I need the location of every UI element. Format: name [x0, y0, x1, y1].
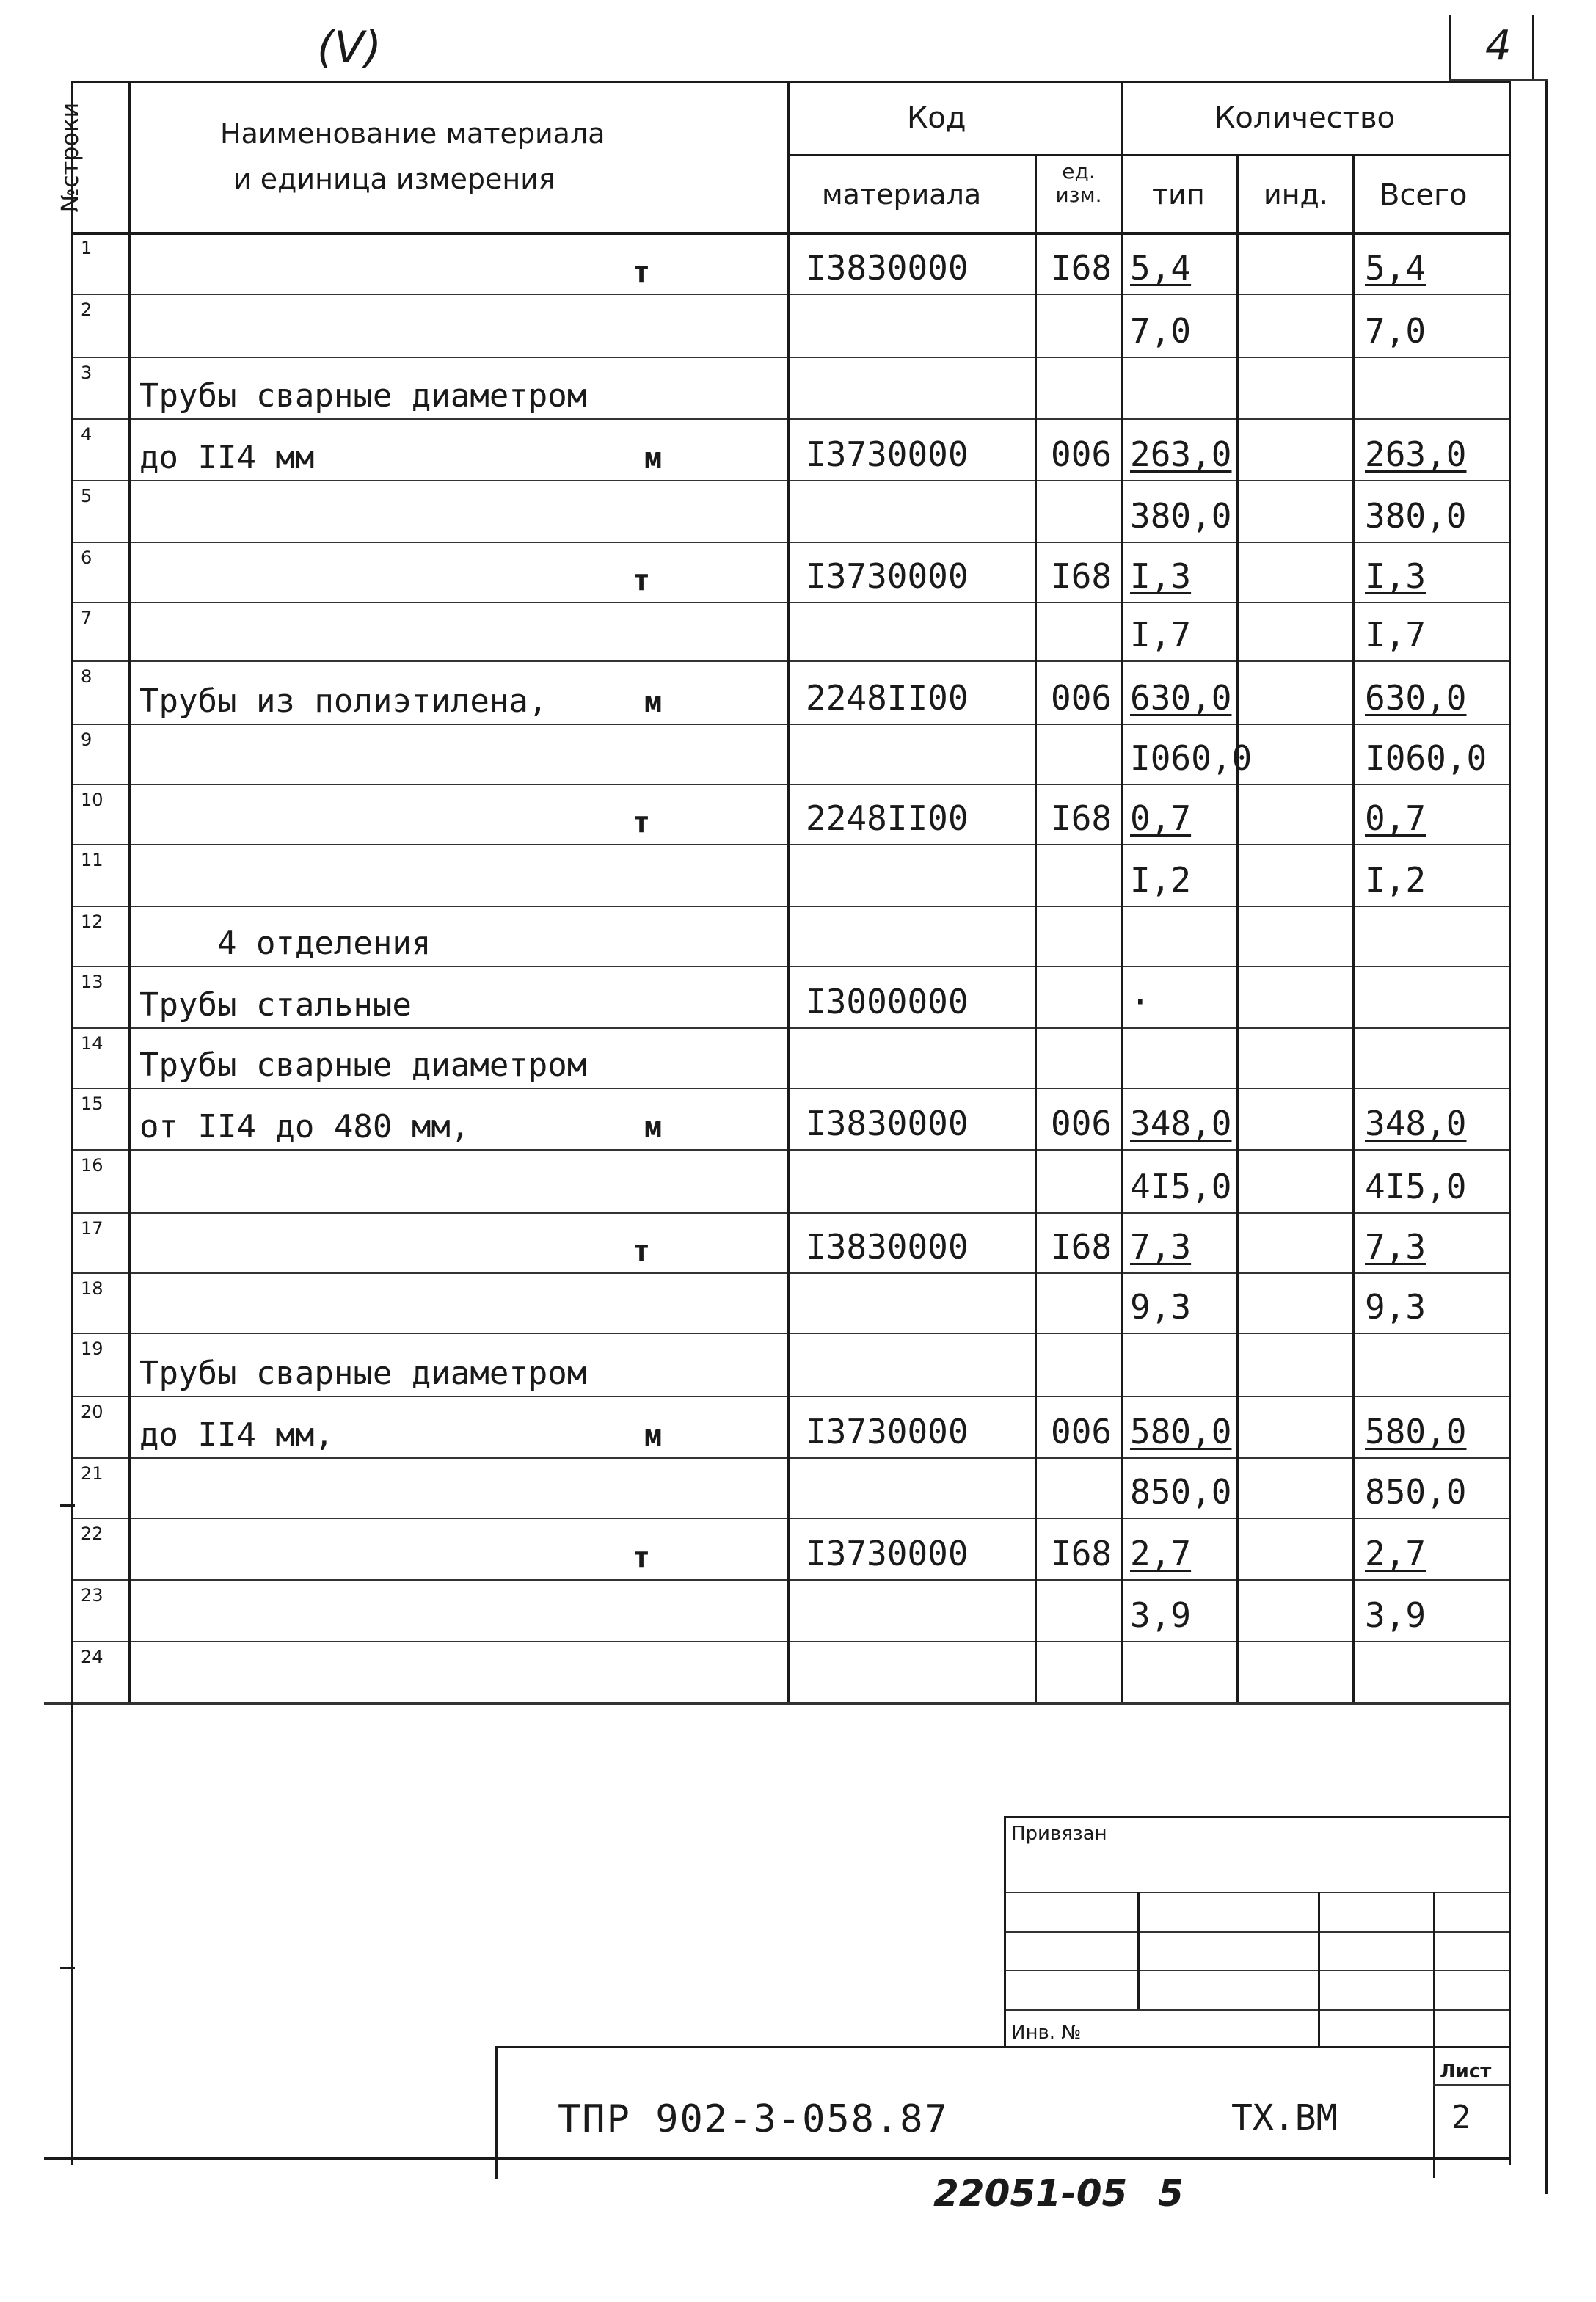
grid-line: [71, 1088, 1509, 1089]
row-qty-type: 7,0: [1130, 311, 1192, 351]
top-mark: (V): [317, 22, 382, 73]
grid-line: [71, 1027, 1509, 1029]
grid-line: [71, 1518, 1509, 1519]
grid-line: [71, 81, 1509, 83]
grid-line: [1509, 81, 1511, 2165]
row-qty-total: 263,0: [1365, 434, 1467, 474]
row-unit-code: 006: [1051, 434, 1112, 474]
row-name: Трубы сварные диаметром: [139, 1046, 587, 1084]
grid-line: [1433, 1892, 1435, 2178]
row-number: 12: [81, 911, 103, 932]
grid-line: [71, 660, 1509, 662]
row-code: I3000000: [806, 982, 969, 1021]
row-number: 17: [81, 1218, 103, 1239]
row-qty-total: 3,9: [1365, 1595, 1426, 1635]
row-unit: т: [633, 1234, 651, 1268]
stamp-doc-mark: ТХ.ВМ: [1231, 2097, 1338, 2138]
row-name: до II4 мм,: [139, 1416, 334, 1454]
row-qty-total: 850,0: [1365, 1472, 1467, 1512]
grid-line: [71, 1641, 1509, 1642]
row-name: 4 отделения: [139, 925, 431, 962]
archive-number-suffix: 5: [1158, 2172, 1184, 2215]
stamp-sheet-label: Лист: [1440, 2061, 1492, 2083]
grid-line: [44, 1702, 1509, 1705]
row-number: 20: [81, 1402, 103, 1422]
row-qty-total: 380,0: [1365, 496, 1467, 536]
row-code: I3730000: [806, 1534, 969, 1573]
row-code: I3730000: [806, 556, 969, 596]
grid-line: [71, 542, 1509, 543]
row-code: I3830000: [806, 1104, 969, 1143]
grid-line: [71, 844, 1509, 845]
grid-line: [1004, 1816, 1509, 1818]
grid-line: [60, 1967, 75, 1969]
row-number: 15: [81, 1093, 103, 1114]
header-name-line2: и единица измерения: [233, 163, 555, 195]
row-name: Трубы сварные диаметром: [139, 1355, 587, 1392]
row-unit-code: 006: [1051, 678, 1112, 718]
row-code: I3730000: [806, 434, 969, 474]
row-number: 3: [81, 363, 92, 383]
row-qty-type: 2,7: [1130, 1534, 1192, 1573]
grid-line: [71, 1457, 1509, 1459]
row-qty-total: I060,0: [1365, 738, 1487, 778]
row-qty-type: 263,0: [1130, 434, 1232, 474]
row-number: 7: [81, 608, 92, 628]
row-number: 4: [81, 424, 92, 445]
row-qty-total: 580,0: [1365, 1412, 1467, 1452]
grid-line: [1121, 81, 1123, 1702]
frame-line: [1545, 81, 1548, 2194]
row-unit: м: [644, 1111, 663, 1145]
header-qty-group: Количество: [1214, 101, 1396, 135]
row-qty-total: I,7: [1365, 615, 1426, 655]
row-qty-total: 7,3: [1365, 1227, 1426, 1267]
row-number: 8: [81, 666, 92, 687]
row-qty-type: I,2: [1130, 860, 1192, 900]
grid-line: [71, 1149, 1509, 1151]
row-number: 23: [81, 1585, 103, 1606]
grid-line: [44, 2157, 1509, 2160]
row-number: 5: [81, 486, 92, 506]
header-code-material: материала: [822, 178, 982, 211]
grid-line: [1352, 154, 1355, 1702]
row-qty-total: 348,0: [1365, 1104, 1467, 1143]
row-qty-type: 630,0: [1130, 678, 1232, 718]
header-code-unit: ед. изм.: [1055, 159, 1102, 207]
grid-line: [71, 418, 1509, 420]
grid-line: [71, 294, 1509, 295]
row-unit: м: [644, 685, 663, 719]
row-number: 16: [81, 1155, 103, 1176]
grid-line: [71, 724, 1509, 725]
stamp-sheet-value: 2: [1451, 2099, 1471, 2136]
grid-line: [71, 1212, 1509, 1214]
row-unit: м: [644, 442, 663, 476]
row-qty-type: 4I5,0: [1130, 1167, 1232, 1206]
row-qty-type: 380,0: [1130, 496, 1232, 536]
stamp-bound-label: Привязан: [1011, 1823, 1107, 1845]
row-qty-type: I,7: [1130, 615, 1192, 655]
frame-line: [1449, 15, 1451, 81]
row-number: 14: [81, 1033, 103, 1054]
grid-line: [71, 1579, 1509, 1581]
row-qty-total: 2,7: [1365, 1534, 1426, 1573]
grid-line: [1004, 1816, 1006, 2047]
grid-line: [495, 2046, 1509, 2048]
header-row-no: №строки: [56, 102, 84, 213]
row-qty-total: I,3: [1365, 556, 1426, 596]
header-code-group: Код: [907, 101, 966, 135]
row-number: 21: [81, 1463, 103, 1484]
row-unit: м: [644, 1419, 663, 1453]
row-qty-total: 0,7: [1365, 798, 1426, 838]
row-code: I3830000: [806, 1227, 969, 1267]
row-code: 2248II00: [806, 678, 969, 718]
row-number: 18: [81, 1278, 103, 1299]
grid-line: [71, 232, 1509, 235]
row-qty-total: 9,3: [1365, 1287, 1426, 1327]
grid-line: [1137, 1892, 1140, 2009]
row-unit-code: I68: [1051, 248, 1112, 288]
row-unit: т: [633, 806, 651, 839]
archive-number: 22051-05: [933, 2172, 1128, 2215]
row-number: 24: [81, 1647, 103, 1667]
row-unit-code: I68: [1051, 1227, 1112, 1267]
row-qty-type: 580,0: [1130, 1412, 1232, 1452]
row-unit-code: 006: [1051, 1104, 1112, 1143]
row-unit: т: [633, 255, 651, 289]
header-qty-type: тип: [1152, 178, 1205, 211]
row-name: Трубы сварные диаметром: [139, 377, 587, 415]
row-qty-type: 9,3: [1130, 1287, 1192, 1327]
row-number: 13: [81, 972, 103, 992]
row-qty-type: 3,9: [1130, 1595, 1192, 1635]
grid-line: [787, 81, 790, 1702]
row-number: 19: [81, 1338, 103, 1359]
row-unit: т: [633, 564, 651, 597]
row-name: до II4 мм: [139, 439, 315, 476]
grid-line: [71, 1272, 1509, 1274]
row-qty-type: 348,0: [1130, 1104, 1232, 1143]
grid-line: [71, 357, 1509, 358]
header-name-line1: Наименование материала: [220, 117, 605, 150]
grid-line: [1433, 2084, 1509, 2086]
row-unit-code: I68: [1051, 798, 1112, 838]
row-qty-total: I,2: [1365, 860, 1426, 900]
row-qty-total: 7,0: [1365, 311, 1426, 351]
row-number: 9: [81, 729, 92, 750]
row-code: I3730000: [806, 1412, 969, 1452]
grid-line: [1236, 154, 1239, 1702]
grid-line: [71, 1333, 1509, 1334]
row-qty-total: 4I5,0: [1365, 1167, 1467, 1206]
row-name: от II4 до 480 мм,: [139, 1108, 470, 1145]
frame-line: [1532, 15, 1534, 81]
row-name: Трубы из полиэтилена,: [139, 682, 548, 720]
row-name: Трубы стальные: [139, 986, 412, 1024]
header-qty-total: Всего: [1380, 178, 1468, 212]
row-code: I3830000: [806, 248, 969, 288]
row-number: 10: [81, 790, 103, 810]
row-qty-type: I,3: [1130, 556, 1192, 596]
row-unit-code: I68: [1051, 1534, 1112, 1573]
row-qty-type: 850,0: [1130, 1472, 1232, 1512]
stamp-doc-code: ТПР 902-3-058.87: [558, 2097, 949, 2141]
grid-line: [71, 480, 1509, 481]
row-qty-type: 0,7: [1130, 798, 1192, 838]
header-qty-ind: инд.: [1264, 178, 1328, 211]
grid-line: [1035, 154, 1037, 1702]
row-unit-code: 006: [1051, 1412, 1112, 1452]
row-qty-total: 630,0: [1365, 678, 1467, 718]
grid-line: [1318, 1892, 1320, 2047]
row-qty-type: 7,3: [1130, 1227, 1192, 1267]
grid-line: [71, 966, 1509, 967]
row-unit: т: [633, 1541, 651, 1575]
sheet-corner-number: 4: [1485, 22, 1512, 70]
row-number: 6: [81, 547, 92, 568]
row-number: 11: [81, 850, 103, 870]
row-qty-total: 5,4: [1365, 248, 1426, 288]
grid-line: [787, 154, 1509, 156]
grid-line: [128, 81, 131, 1702]
stamp-inv-label: Инв. №: [1011, 2022, 1082, 2044]
grid-line: [71, 1396, 1509, 1397]
row-code: 2248II00: [806, 798, 969, 838]
grid-line: [71, 784, 1509, 785]
row-number: 22: [81, 1523, 103, 1544]
grid-line: [71, 906, 1509, 907]
row-qty-type: 5,4: [1130, 248, 1192, 288]
grid-line: [71, 81, 73, 2165]
row-number: 2: [81, 299, 92, 320]
grid-line: [60, 1504, 75, 1507]
grid-line: [71, 602, 1509, 603]
row-qty-type: I060,0: [1130, 738, 1253, 778]
row-unit-code: I68: [1051, 556, 1112, 596]
row-qty-type: ·: [1130, 982, 1151, 1021]
row-number: 1: [81, 238, 92, 258]
